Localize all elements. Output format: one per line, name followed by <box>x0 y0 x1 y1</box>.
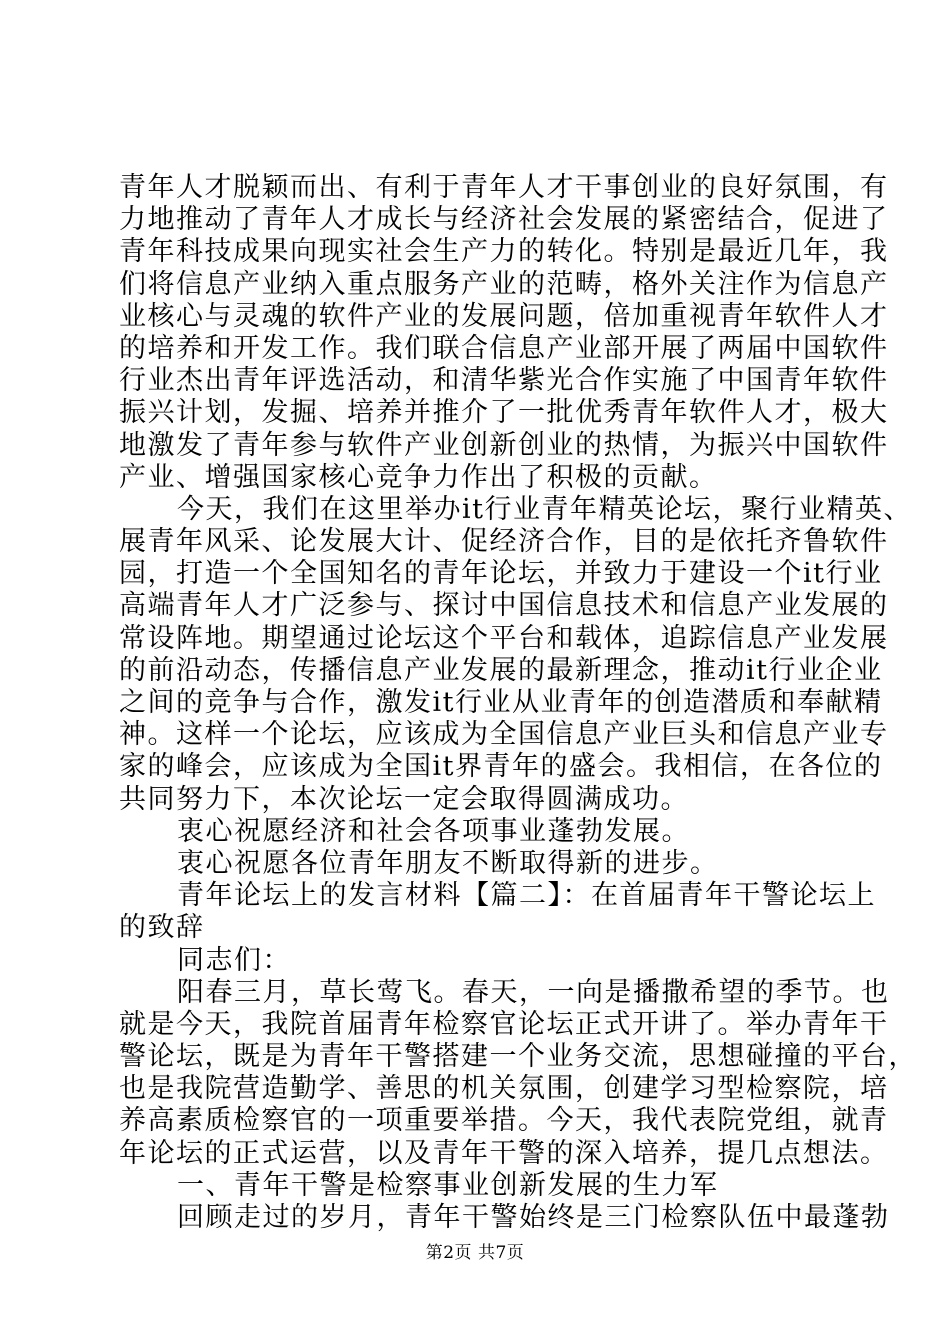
text-line: 共同努力下，本次论坛一定会取得圆满成功。 <box>119 783 689 815</box>
text-line: 振兴计划，发掘、培养并推介了一批优秀青年软件人才，极大 <box>119 397 889 429</box>
text-line: 的致辞 <box>119 912 205 944</box>
text-line: 常设阵地。期望通过论坛这个平台和载体，追踪信息产业发展 <box>119 622 889 654</box>
text-line: 青年论坛上的发言材料【篇二】：在首届青年干警论坛上 <box>177 880 876 912</box>
text-line: 衷心祝愿各位青年朋友不断取得新的进步。 <box>177 847 719 879</box>
text-line: 的培养和开发工作。我们联合信息产业部开展了两届中国软件 <box>119 332 889 364</box>
text-line: 阳春三月，草长莺飞。春天，一向是播撒希望的季节。也 <box>177 976 890 1008</box>
text-line: 家的峰会，应该成为全国it界青年的盛会。我相信，在各位的 <box>119 751 883 783</box>
text-line: 神。这样一个论坛，应该成为全国信息产业巨头和信息产业专 <box>119 719 889 751</box>
text-line: 展青年风采、论发展大计、促经济合作，目的是依托齐鲁软件 <box>119 526 889 558</box>
text-line: 养高素质检察官的一项重要举措。今天，我代表院党组，就青 <box>119 1105 889 1137</box>
text-line: 们将信息产业纳入重点服务产业的范畴，格外关注作为信息产 <box>119 268 889 300</box>
text-line: 青年人才脱颖而出、有利于青年人才干事创业的良好氛围，有 <box>119 172 889 203</box>
text-line: 的前沿动态，传播信息产业发展的最新理念，推动it行业企业 <box>119 654 883 686</box>
text-line: 高端青年人才广泛参与、探讨中国信息技术和信息产业发展的 <box>119 590 889 622</box>
page-footer: 第2页 共7页 <box>425 1243 525 1263</box>
text-line: 也是我院营造勤学、善思的机关氛围，创建学习型检察院，培 <box>119 1073 889 1105</box>
text-line: 警论坛，既是为青年干警搭建一个业务交流，思想碰撞的平台， <box>119 1041 917 1073</box>
text-line: 园，打造一个全国知名的青年论坛，并致力于建设一个it行业 <box>119 558 883 590</box>
document-body <box>119 172 917 1234</box>
text-line: 业核心与灵魂的软件产业的发展问题，倍加重视青年软件人才 <box>119 300 889 332</box>
text-line: 产业、增强国家核心竞争力作出了积极的贡献。 <box>119 461 718 493</box>
text-line: 一、青年干警是检察事业创新发展的生力军 <box>177 1169 719 1201</box>
text-line: 青年科技成果向现实社会生产力的转化。特别是最近几年，我 <box>119 236 889 268</box>
text-line: 回顾走过的岁月，青年干警始终是三门检察队伍中最蓬勃 <box>177 1202 890 1233</box>
text-line: 今天，我们在这里举办it行业青年精英论坛，聚行业精英、 <box>177 493 912 525</box>
text-line: 地激发了青年参与软件产业创新创业的热情，为振兴中国软件 <box>119 429 889 461</box>
text-line: 同志们： <box>177 944 291 976</box>
text-line: 行业杰出青年评选活动，和清华紫光合作实施了中国青年软件 <box>119 365 889 397</box>
text-line: 就是今天，我院首届青年检察官论坛正式开讲了。举办青年干 <box>119 1008 889 1040</box>
text-line: 力地推动了青年人才成长与经济社会发展的紧密结合，促进了 <box>119 204 889 236</box>
text-line: 之间的竞争与合作，激发it行业从业青年的创造潜质和奉献精 <box>119 687 883 718</box>
text-line: 衷心祝愿经济和社会各项事业蓬勃发展。 <box>177 815 690 847</box>
text-line: 年论坛的正式运营，以及青年干警的深入培养，提几点想法。 <box>119 1137 889 1169</box>
